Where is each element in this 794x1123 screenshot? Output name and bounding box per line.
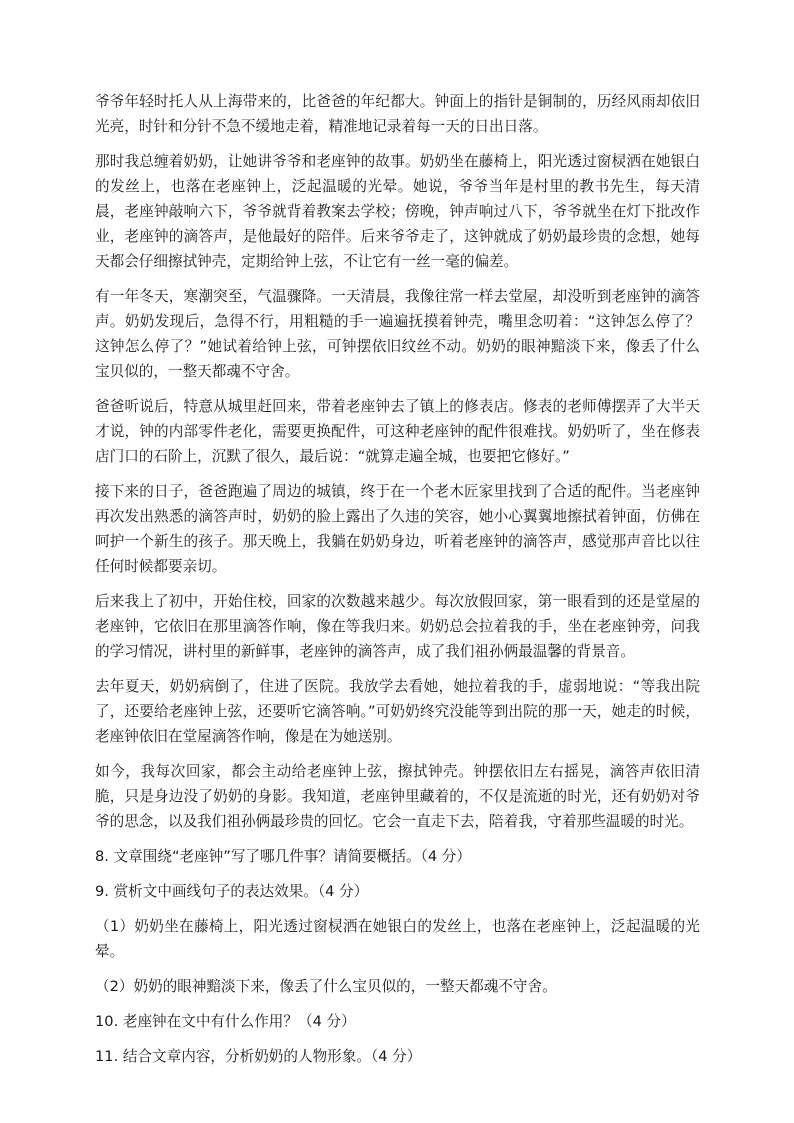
- question-9-part-1: （1）奶奶坐在藤椅上，阳光透过窗棂洒在她银白的发丝上，也落在老座钟上，泛起温暖的光晕。: [95, 918, 700, 960]
- question-9-part-2: （2）奶奶的眼神黯淡下来，像丢了什么宝贝似的，一整天都魂不守舍。: [95, 978, 557, 995]
- paragraph-2: 那时我总缠着奶奶，让她讲爷爷和老座钟的故事。奶奶坐在藤椅上，阳光透过窗棂洒在她银白的发丝上，也落在老座钟上，泛起温暖的光晕。她说，爷爷当年是村里的教书先生，每天清晨，老座钟敲响六下，爷爷就背着教案去学校；傍晚，钟声响过八下，爷爷就坐在灯下批改作业，老座钟的滴答声，是他最好的陪伴。后来爷爷走了，这钟就成了奶奶最珍贵的念想，她每天都会仔细擦拭钟壳，定期给钟上弦，不让它有一丝一毫的偏差。: [95, 153, 700, 270]
- question-8: 8. 文章围绕“老座钟”写了哪几件事？请简要概括。（4 分）: [95, 848, 471, 865]
- document-page: [95, 89, 700, 1079]
- question-11: 11. 结合文章内容，分析奶奶的人物形象。（4 分）: [95, 1048, 422, 1065]
- question-9: 9. 赏析文中画线句子的表达效果。（4 分）: [95, 883, 369, 900]
- paragraph-3: 有一年冬天，寒潮突至，气温骤降。一天清晨，我像往常一样去堂屋，却没听到老座钟的滴答声。奶奶发现后，急得不行，用粗糙的手一遍遍抚摸着钟壳，嘴里念叨着：“这钟怎么停了？这钟怎么停了？”她试着给钟上弦，可钟摆依旧纹丝不动。奶奶的眼神黯淡下来，像丢了什么宝贝似的，一整天都魂不守舍。: [95, 288, 700, 380]
- paragraph-5: 接下来的日子，爸爸跑遍了周边的城镇，终于在一个老木匠家里找到了合适的配件。当老座钟再次发出熟悉的滴答声时，奶奶的脸上露出了久违的笑容，她小心翼翼地擦拭着钟面，仿佛在呵护一个新生的孩子。那天晚上，我躺在奶奶身边，听着老座钟的滴答声，感觉那声音比以往任何时候都要亲切。: [95, 483, 700, 575]
- paragraph-8: 如今，我每次回家，都会主动给老座钟上弦，擦拭钟壳。钟摆依旧左右摇晃，滴答声依旧清脆，只是身边没了奶奶的身影。我知道，老座钟里藏着的，不仅是流逝的时光，还有奶奶对爷爷的思念，以及我们祖孙俩最珍贵的回忆。它会一直走下去，陪着我，守着那些温暖的时光。: [95, 763, 700, 830]
- paragraph-7: 去年夏天，奶奶病倒了，住进了医院。我放学去看她，她拉着我的手，虚弱地说：“等我出院了，还要给老座钟上弦，还要听它滴答响。”可奶奶终究没能等到出院的那一天，她走的时候，老座钟依旧在堂屋滴答作响，像是在为她送别。: [95, 678, 700, 745]
- paragraph-6: 后来我上了初中，开始住校，回家的次数越来越少。每次放假回家，第一眼看到的还是堂屋的老座钟，它依旧在那里滴答作响，像在等我归来。奶奶总会拉着我的手，坐在老座钟旁，问我的学习情况，讲村里的新鲜事，老座钟的滴答声，成了我们祖孙俩最温馨的背景音。: [95, 593, 700, 660]
- paragraph-1: 爷爷年轻时托人从上海带来的，比爸爸的年纪都大。钟面上的指针是铜制的，历经风雨却依旧光亮，时针和分针不急不缓地走着，精准地记录着每一天的日出日落。: [95, 93, 700, 135]
- question-10: 10. 老座钟在文中有什么作用？（4 分）: [95, 1013, 356, 1030]
- paragraph-4: 爸爸听说后，特意从城里赶回来，带着老座钟去了镇上的修表店。修表的老师傅摆弄了大半天才说，钟的内部零件老化，需要更换配件，可这种老座钟的配件很难找。奶奶听了，坐在修表店门口的石阶上，沉默了很久，最后说：“就算走遍全城，也要把它修好。”: [95, 398, 700, 465]
